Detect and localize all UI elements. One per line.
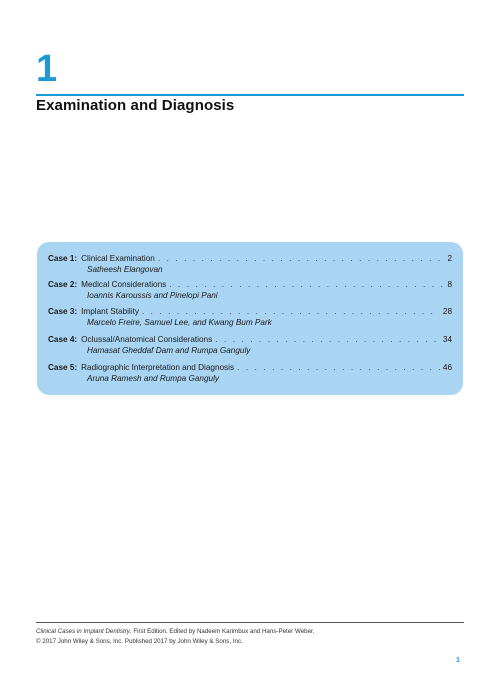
toc-entry-case-5[interactable] xyxy=(48,362,452,384)
toc-entry-case-3[interactable] xyxy=(48,306,452,328)
case-authors: Ioannis Karoussis and Pinelopi Pani xyxy=(87,291,218,300)
case-title: Oclussal/Anatomical Considerations xyxy=(81,335,213,344)
case-authors: Hamasat Gheddaf Dam and Rumpa Ganguly xyxy=(87,346,251,355)
footer-rule xyxy=(36,622,464,623)
footer-book-title: Clinical Cases in Implant Dentistry xyxy=(36,628,130,635)
case-title: Implant Stability xyxy=(81,307,139,316)
case-label: Case 2: xyxy=(48,280,78,289)
dot-leader xyxy=(169,279,444,290)
case-title: Radiographic Interpretation and Diagnosis xyxy=(81,363,235,372)
footer-line-2: © 2017 John Wiley & Sons, Inc. Published 2017 by John Wiley & Sons, Inc. xyxy=(36,638,243,645)
chapter-title: Examination and Diagnosis xyxy=(36,97,235,114)
case-label: Case 4: xyxy=(48,335,78,344)
toc-entry-case-1[interactable] xyxy=(48,253,452,275)
case-page-number: 8 xyxy=(447,280,452,289)
dot-leader xyxy=(215,334,440,345)
table-of-contents xyxy=(37,242,463,395)
dot-leader xyxy=(142,306,440,317)
chapter-rule xyxy=(36,94,464,96)
toc-entry-case-2[interactable] xyxy=(48,279,452,301)
case-authors: Satheesh Elangovan xyxy=(87,265,163,274)
case-title: Medical Considerations xyxy=(81,280,167,289)
case-label: Case 5: xyxy=(48,363,78,372)
case-page-number: 34 xyxy=(442,335,452,344)
case-label: Case 3: xyxy=(48,307,78,316)
chapter-number: 1 xyxy=(36,48,58,90)
case-authors: Aruna Ramesh and Rumpa Ganguly xyxy=(87,374,219,383)
footer-line-1 xyxy=(36,627,314,637)
footer-edition-editors: , First Edition. Edited by Nadeem Karimbux and Hans-Peter Weber. xyxy=(129,628,315,635)
dot-leader xyxy=(158,253,445,264)
case-page-number: 2 xyxy=(447,254,452,263)
footer-copyright xyxy=(36,627,314,647)
toc-entry-case-4[interactable] xyxy=(48,334,452,356)
dot-leader xyxy=(237,362,440,373)
case-authors: Marcelo Freire, Samuel Lee, and Kwang Bum Park xyxy=(87,318,272,327)
case-page-number: 28 xyxy=(442,307,452,316)
case-page-number: 46 xyxy=(442,363,452,372)
page-number: 1 xyxy=(456,657,460,664)
case-title: Clinical Examination xyxy=(81,254,155,263)
case-label: Case 1: xyxy=(48,254,78,263)
